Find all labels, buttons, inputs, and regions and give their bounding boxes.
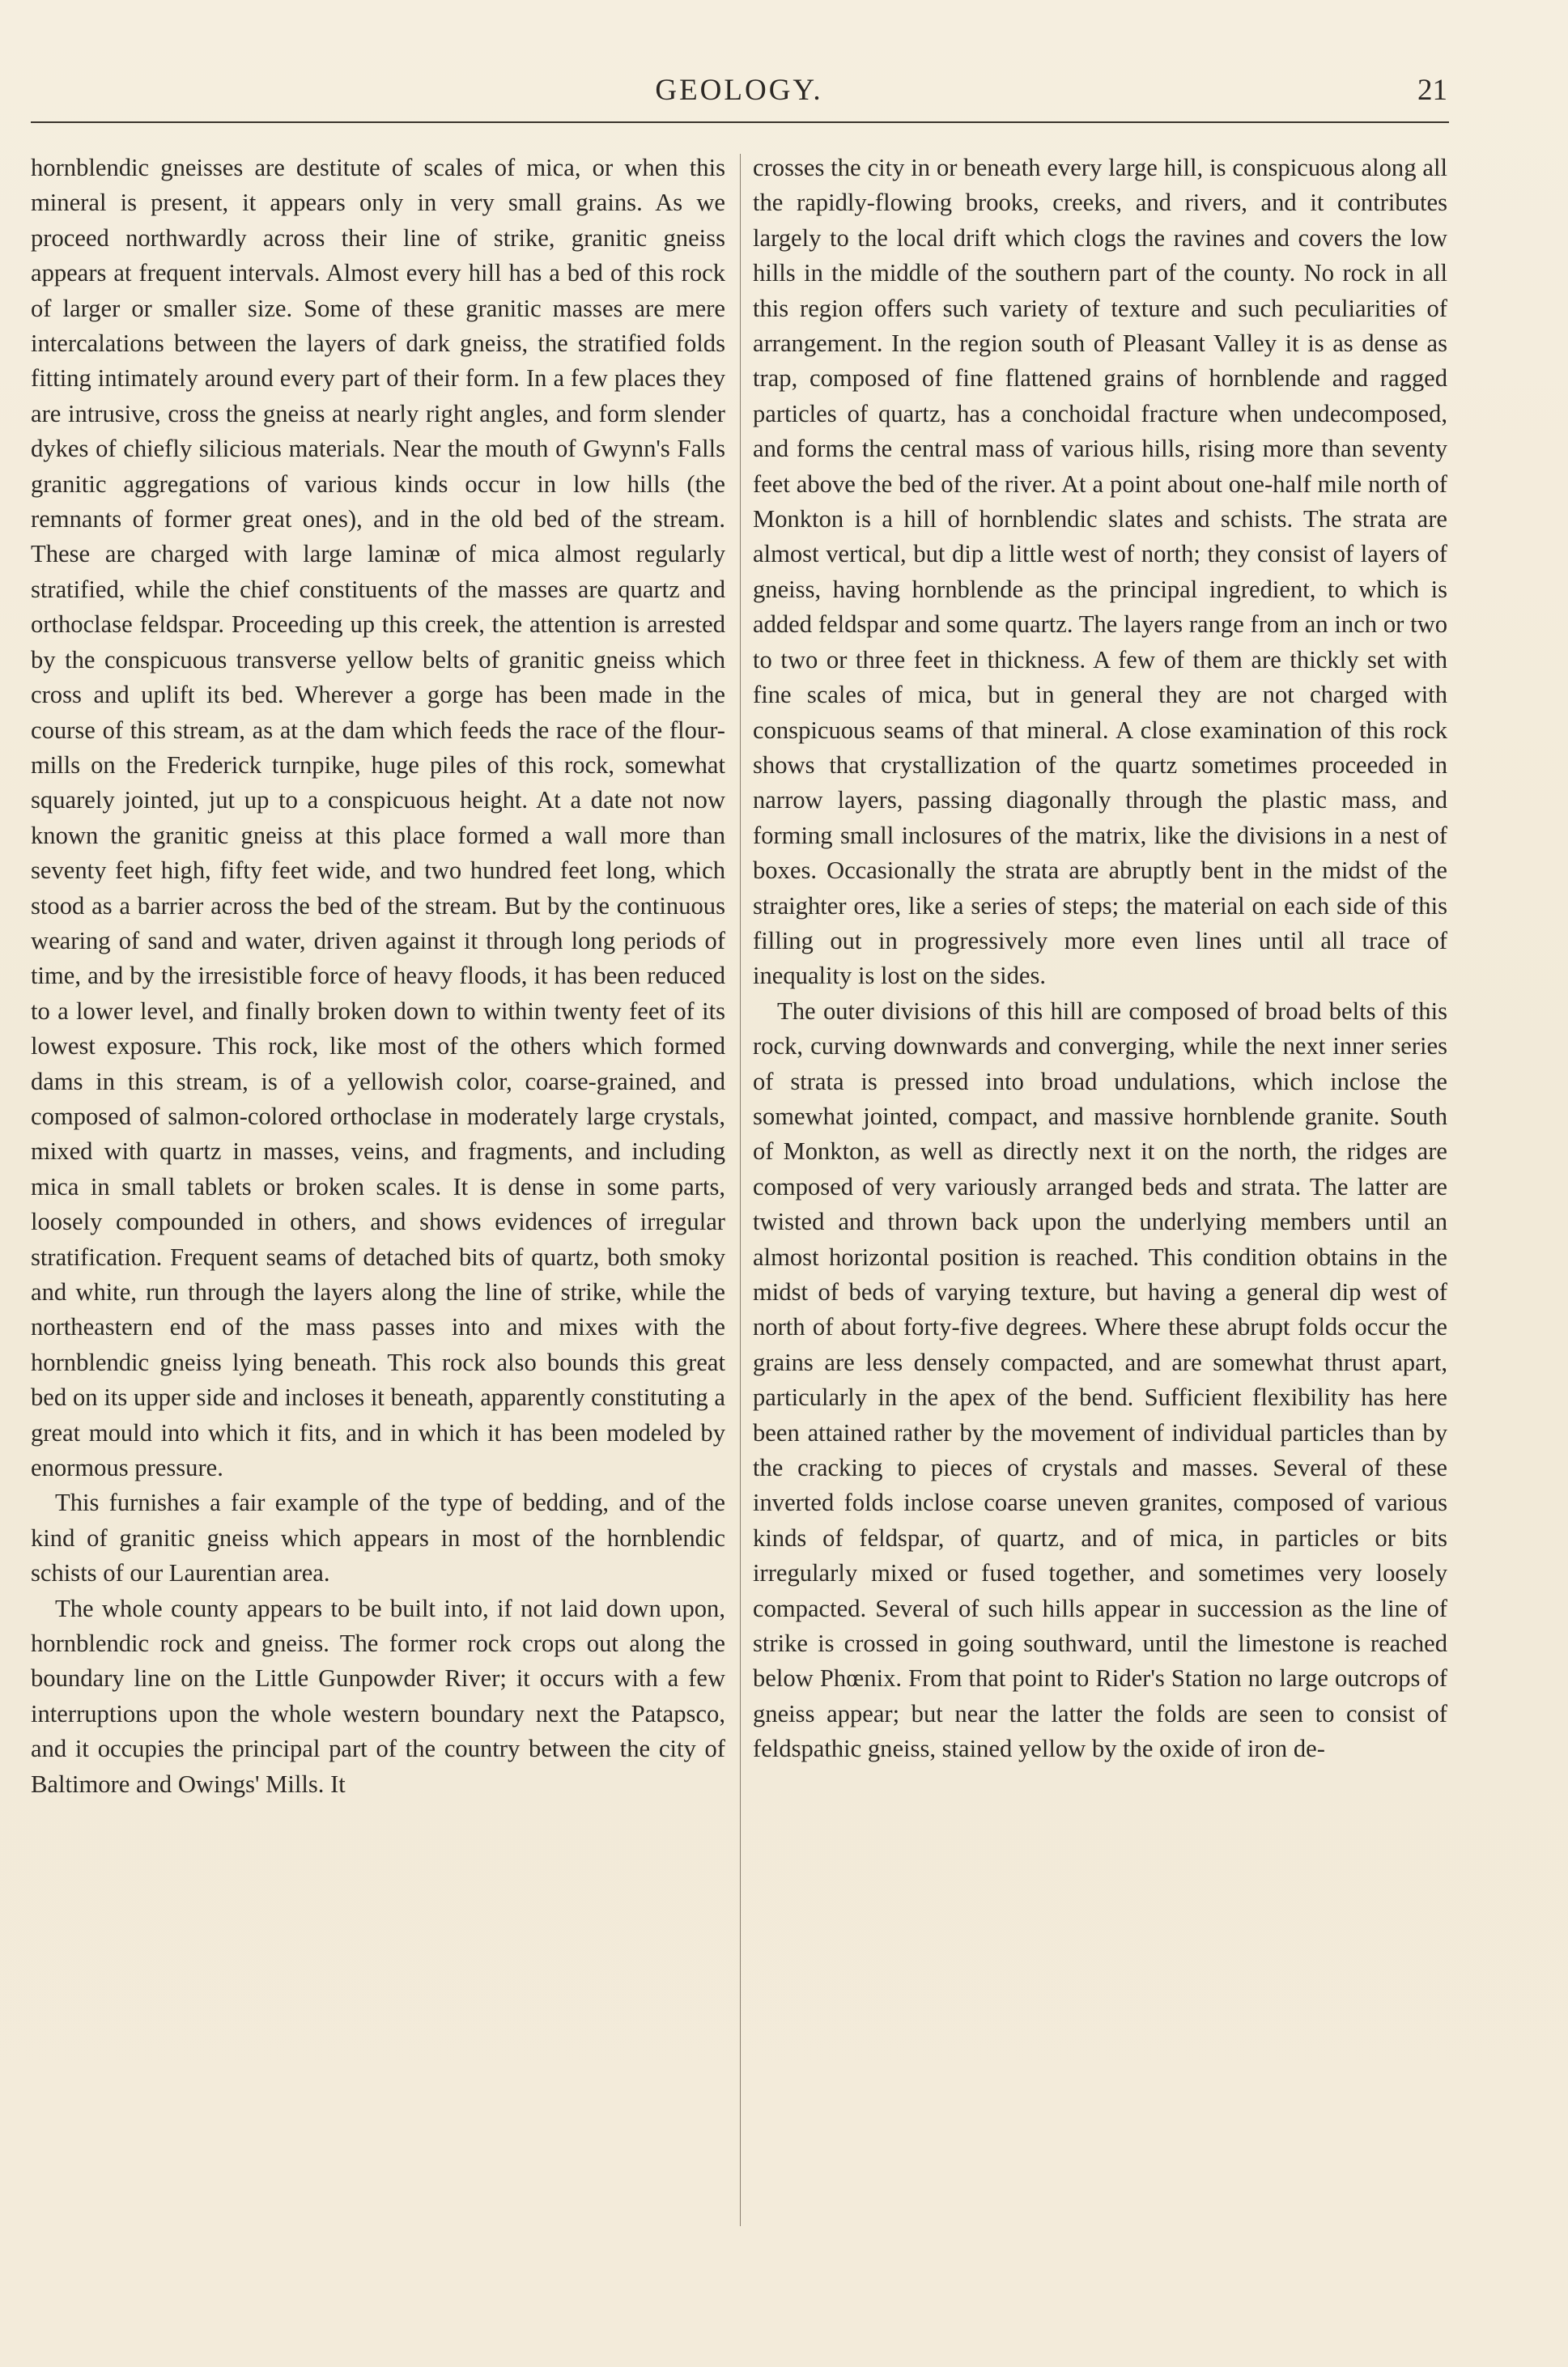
page-title: GEOLOGY. [655,74,823,107]
left-column [31,151,725,1802]
right-paragraph-2: The outer divisions of this hill are composed of broad belts of this rock, curving downwards and converging, while the next inner series of strata is pressed into broad undulations, which inclose the somewhat jointed, compact, and massive hornblende granite. South of Monkton, as well as directly next it on the north, the ridges are composed of very variously arranged beds and strata. The latter are twisted and thrown back upon the underlying members until an almost horizontal position is reached. This condition obtains in the midst of beds of varying texture, but having a general dip west of north of about forty-five degrees. Where these abrupt folds occur the grains are less densely compacted, and are somewhat thrust apart, particularly in the apex of the bend. Sufficient flexibility has here been attained rather by the movement of individual particles than by the cracking to pieces of crystals and masses. Several of these inverted folds inclose coarse uneven granites, composed of various kinds of feldspar, of quartz, and of mica, in particles or bits irregularly mixed or fused together, and sometimes very loosely compacted. Several of such hills appear in succession as the line of strike is crossed in going southward, until the limestone is reached below Phœnix. From that point to Rider's Station no large outcrops of gneiss appear; but near the latter the folds are seen to consist of feldspathic gneiss, stained yellow by the oxide of iron de- [753,997,1447,1763]
page-number: 21 [1417,74,1447,107]
left-paragraph-1: hornblendic gneisses are destitute of scales of mica, or when this mineral is present, it appears only in very small grains. As we proceed northwardly across their line of strike, granitic gneiss appears at frequent intervals. Almost every hill has a bed of this rock of larger or smaller size. Some of these granitic masses are mere intercalations between the layers of dark gneiss, the stratified folds fitting intimately around every part of their form. In a few places they are intrusive, cross the gneiss at nearly right angles, and form slender dykes of chiefly silicious materials. Near the mouth of Gwynn's Falls granitic aggregations of various kinds occur in low hills (the remnants of former great ones), and in the old bed of the stream. These are charged with large laminæ of mica almost regularly stratified, while the chief constituents of the masses are quartz and orthoclase feldspar. Proceeding up this creek, the attention is arrested by the conspicuous transverse yellow belts of granitic gneiss which cross and uplift its bed. Wherever a gorge has been made in the course of this stream, as at the dam which feeds the race of the flour-mills on the Frederick turnpike, huge piles of this rock, somewhat squarely jointed, jut up to a conspicuous height. At a date not now known the granitic gneiss at this place formed a wall more than seventy feet high, fifty feet wide, and two hundred feet long, which stood as a barrier across the bed of the stream. But by the continuous wearing of sand and water, driven against it through long periods of time, and by the irresistible force of heavy floods, it has been reduced to a lower level, and finally broken down to within twenty feet of its lowest exposure. This rock, like most of the others which formed dams in this stream, is of a yellowish color, coarse-grained, and composed of salmon-colored orthoclase in moderately large crystals, mixed with quartz in masses, veins, and fragments, and including mica in small tablets or broken scales. It is dense in some parts, loosely compounded in others, and shows evidences of irregular stratification. Frequent seams of detached bits of quartz, both smoky and white, run through the layers along the line of strike, while the northeastern end of the mass passes into and mixes with the hornblendic gneiss lying beneath. This rock also bounds this great bed on its upper side and incloses it beneath, apparently constituting a great mould into which it fits, and in which it has been modeled by enormous pressure. [31,154,725,1482]
right-column [753,151,1447,1767]
right-paragraph-1: crosses the city in or beneath every large hill, is conspicuous along all the rapidly-flowing brooks, creeks, and rivers, and it contributes largely to the local drift which clogs the ravines and covers the low hills in the middle of the southern part of the county. No rock in all this region offers such variety of texture and such peculiarities of arrangement. In the region south of Pleasant Valley it is as dense as trap, composed of fine flattened grains of hornblende and ragged particles of quartz, has a conchoidal fracture when undecomposed, and forms the central mass of various hills, rising more than seventy feet above the bed of the river. At a point about one-half mile north of Monkton is a hill of hornblendic slates and schists. The strata are almost vertical, but dip a little west of north; they consist of layers of gneiss, having hornblende as the principal ingredient, to which is added feldspar and some quartz. The layers range from an inch or two to two or three feet in thickness. A few of them are thickly set with fine scales of mica, but in general they are not charged with conspicuous seams of that mineral. A close examination of this rock shows that crystallization of the quartz sometimes proceeded in narrow layers, passing diagonally through the plastic mass, and forming small inclosures of the matrix, like the divisions in a nest of boxes. Occasionally the strata are abruptly bent in the midst of the straighter ores, like a series of steps; the material on each side of this filling out in progressively more even lines until all trace of inequality is lost on the sides. [753,154,1447,990]
running-head [31,66,1447,115]
left-paragraph-2: This furnishes a fair example of the type of bedding, and of the kind of granitic gneiss which appears in most of the hornblendic schists of our Laurentian area. [31,1489,725,1587]
column-divider [740,154,741,2226]
left-paragraph-3: The whole county appears to be built into, if not laid down upon, hornblendic rock and gneiss. The former rock crops out along the boundary line on the Little Gunpowder River; it occurs with a few interruptions upon the whole western boundary next the Patapsco, and it occupies the principal part of the country between the city of Baltimore and Owings' Mills. It [31,1594,725,1798]
header-rule [31,121,1449,123]
